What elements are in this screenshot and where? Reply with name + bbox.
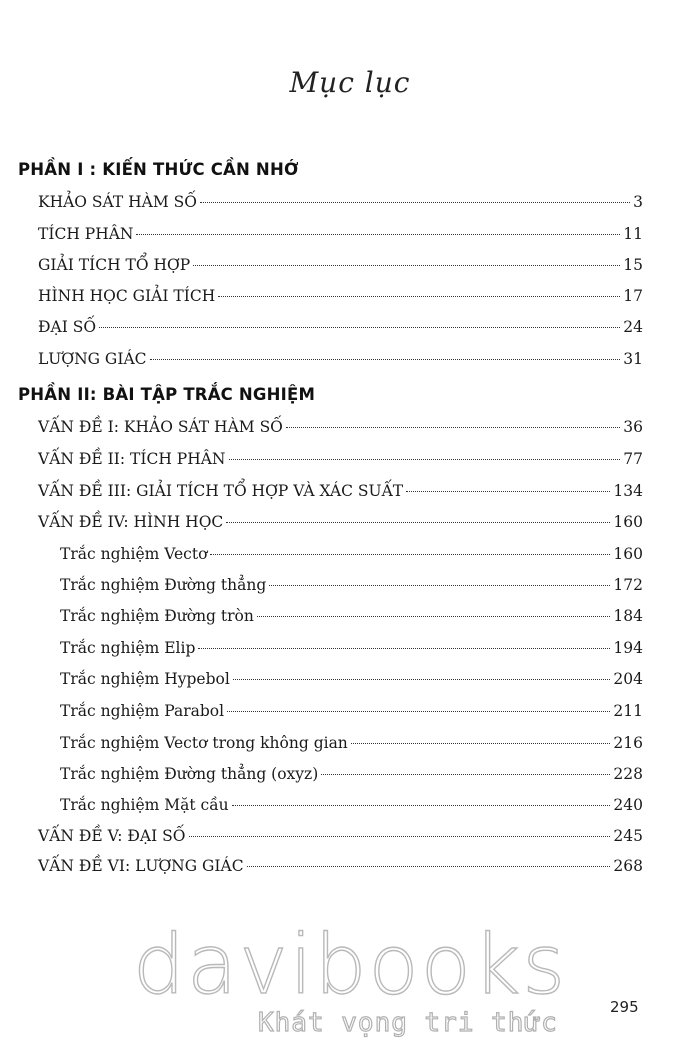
- dot-leader: [269, 585, 610, 586]
- dot-leader: [226, 522, 610, 523]
- toc-entry-page: 268: [613, 857, 643, 875]
- toc-entry-page: 172: [613, 576, 643, 594]
- dot-leader: [229, 459, 621, 460]
- toc-entry-label: VẤN ĐỀ I: KHẢO SÁT HÀM SỐ: [38, 418, 283, 436]
- toc-entry-page: 228: [613, 765, 643, 783]
- toc-entry-label: Trắc nghiệm Đường thẳng (oxyz): [60, 765, 319, 783]
- toc-entry-label: VẤN ĐỀ VI: LƯỢNG GIÁC: [38, 857, 244, 875]
- toc-subentry[interactable]: [60, 670, 643, 692]
- toc-entry-label: GIẢI TÍCH TỔ HỢP: [38, 256, 191, 274]
- dot-leader: [257, 616, 611, 617]
- toc-entry-label: TÍCH PHÂN: [38, 225, 134, 243]
- toc-entry-page: 204: [613, 670, 643, 688]
- dot-leader: [210, 554, 610, 555]
- dot-leader: [99, 327, 620, 328]
- dot-leader: [200, 202, 630, 203]
- toc-entry[interactable]: [38, 513, 643, 535]
- toc-entry-page: 194: [613, 639, 643, 657]
- toc-entry-label: VẤN ĐỀ III: GIẢI TÍCH TỔ HỢP VÀ XÁC SUẤT: [38, 482, 404, 500]
- toc-entry-page: 15: [623, 256, 643, 274]
- watermark-brand: davibooks: [132, 918, 568, 1013]
- toc-entry-label: VẤN ĐỀ V: ĐẠI SỐ: [38, 827, 186, 845]
- toc-entry-page: 24: [623, 318, 643, 336]
- toc-entry-label: Trắc nghiệm Đường thẳng: [60, 576, 267, 594]
- toc-entry-label: KHẢO SÁT HÀM SỐ: [38, 193, 197, 211]
- dot-leader: [193, 265, 620, 266]
- toc-entry-label: Trắc nghiệm Đường tròn: [60, 607, 254, 625]
- dot-leader: [247, 866, 611, 867]
- toc-entry-label: Trắc nghiệm Hypebol: [60, 670, 230, 688]
- toc-entry[interactable]: [38, 193, 643, 215]
- toc-subentry[interactable]: [60, 734, 643, 756]
- toc-entry[interactable]: [38, 350, 643, 372]
- toc-entry-label: Trắc nghiệm Vectơ: [60, 545, 208, 563]
- toc-entry-page: 211: [613, 702, 643, 720]
- toc-entry-label: Trắc nghiệm Mặt cầu: [60, 796, 229, 814]
- toc-entry-label: VẤN ĐỀ IV: HÌNH HỌC: [38, 513, 224, 531]
- toc-entry-page: 240: [613, 796, 643, 814]
- page-number: 295: [610, 998, 639, 1016]
- watermark-slogan: Khát vọng tri thức: [258, 1008, 558, 1038]
- dot-leader: [227, 711, 610, 712]
- toc-entry[interactable]: [38, 482, 643, 504]
- toc-entry-page: 160: [613, 513, 643, 531]
- toc-entry[interactable]: [38, 225, 643, 247]
- toc-entry-page: 134: [613, 482, 643, 500]
- toc-entry-page: 3: [633, 193, 643, 211]
- dot-leader: [286, 427, 620, 428]
- toc-subentry[interactable]: [60, 702, 643, 724]
- dot-leader: [351, 743, 611, 744]
- dot-leader: [150, 359, 621, 360]
- toc-entry[interactable]: [38, 256, 643, 278]
- dot-leader: [189, 836, 611, 837]
- toc-entry-label: Trắc nghiệm Parabol: [60, 702, 225, 720]
- toc-subentry[interactable]: [60, 765, 643, 787]
- toc-subentry[interactable]: [60, 796, 643, 818]
- toc-entry-page: 216: [613, 734, 643, 752]
- toc-subentry[interactable]: [60, 576, 643, 598]
- toc-entry-label: HÌNH HỌC GIẢI TÍCH: [38, 287, 216, 305]
- toc-entry[interactable]: [38, 857, 643, 879]
- toc-entry-label: ĐẠI SỐ: [38, 318, 97, 336]
- toc-entry-page: 11: [623, 225, 643, 243]
- dot-leader: [232, 805, 611, 806]
- toc-entry[interactable]: [38, 418, 643, 440]
- section-heading-part-1: PHẦN I : KIẾN THỨC CẦN NHỚ: [18, 160, 299, 179]
- toc-entry-page: 184: [613, 607, 643, 625]
- dot-leader: [406, 491, 610, 492]
- toc-entry[interactable]: [38, 287, 643, 309]
- toc-entry-page: 245: [613, 827, 643, 845]
- dot-leader: [198, 648, 610, 649]
- section-heading-part-2: PHẦN II: BÀI TẬP TRẮC NGHIỆM: [18, 385, 316, 404]
- toc-entry-page: 77: [623, 450, 643, 468]
- toc-entry-page: 31: [623, 350, 643, 368]
- toc-entry[interactable]: [38, 827, 643, 849]
- toc-subentry[interactable]: [60, 607, 643, 629]
- toc-entry-page: 17: [623, 287, 643, 305]
- toc-subentry[interactable]: [60, 545, 643, 567]
- dot-leader: [218, 296, 620, 297]
- toc-entry-label: VẤN ĐỀ II: TÍCH PHÂN: [38, 450, 226, 468]
- dot-leader: [233, 679, 611, 680]
- toc-entry[interactable]: [38, 318, 643, 340]
- toc-subentry[interactable]: [60, 639, 643, 661]
- toc-entry-label: LƯỢNG GIÁC: [38, 350, 147, 368]
- dot-leader: [136, 234, 620, 235]
- toc-entry[interactable]: [38, 450, 643, 472]
- dot-leader: [321, 774, 610, 775]
- toc-entry-page: 36: [623, 418, 643, 436]
- toc-entry-label: Trắc nghiệm Vectơ trong không gian: [60, 734, 348, 752]
- toc-entry-page: 160: [613, 545, 643, 563]
- page-title: Mục lục: [289, 66, 411, 99]
- toc-entry-label: Trắc nghiệm Elip: [60, 639, 196, 657]
